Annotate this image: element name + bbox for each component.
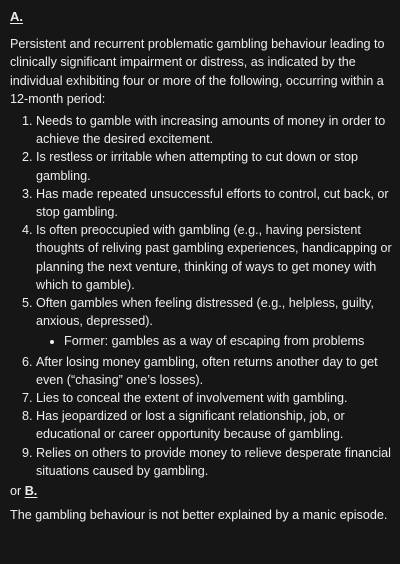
criterion-text: After losing money gambling, often returns another day to get even (“chasing” one’s losses).	[36, 354, 378, 387]
criterion-item	[36, 353, 394, 389]
criterion-item	[36, 389, 394, 407]
section-b-label: B.	[24, 484, 38, 499]
or-line	[10, 482, 394, 500]
criterion-item	[36, 221, 394, 294]
criterion-item	[36, 185, 394, 221]
criterion-text: Needs to gamble with increasing amounts of money in order to achieve the desired excitement.	[36, 114, 386, 147]
criterion-item	[36, 444, 394, 480]
criterion-text: Has made repeated unsuccessful efforts to control, cut back, or stop gambling.	[36, 186, 389, 220]
criterion-text: Lies to conceal the extent of involvement with gambling.	[36, 391, 348, 406]
criterion-text: Relies on others to provide money to relieve desperate financial situations caused by gambling.	[36, 445, 391, 478]
criterion-item	[36, 294, 394, 351]
section-b-text: The gambling behaviour is not better explained by a manic episode.	[10, 508, 388, 523]
criterion-item	[36, 112, 394, 148]
criterion-sublist	[36, 332, 394, 350]
criterion-text: Has jeopardized or lost a significant relationship, job, or educational or career opportunity because of gambling.	[36, 409, 345, 442]
criteria-list	[10, 112, 394, 480]
criterion-text: Is restless or irritable when attempting to cut down or stop gambling.	[36, 150, 358, 183]
criterion-item	[36, 407, 394, 443]
criterion-text: Often gambles when feeling distressed (e.g., helpless, guilty, anxious, depressed).	[36, 296, 374, 329]
intro-paragraph: Persistent and recurrent problematic gambling behaviour leading to clinically significant impairment or distress, as indicated by the individual exhibiting four or more of the following, occurring within a 12-month period:	[10, 37, 385, 106]
criterion-subpoint: • Former: gambles as a way of escaping from problems	[64, 332, 394, 350]
criterion-text: Is often preoccupied with gambling (e.g., having persistent thoughts of reliving past gambling experiences, handicapping or planning the next venture, thinking of ways to get money with which to gamble).	[36, 223, 392, 292]
section-a-heading: A.	[10, 9, 23, 24]
criterion-item	[36, 148, 394, 184]
or-text: or	[10, 484, 22, 499]
